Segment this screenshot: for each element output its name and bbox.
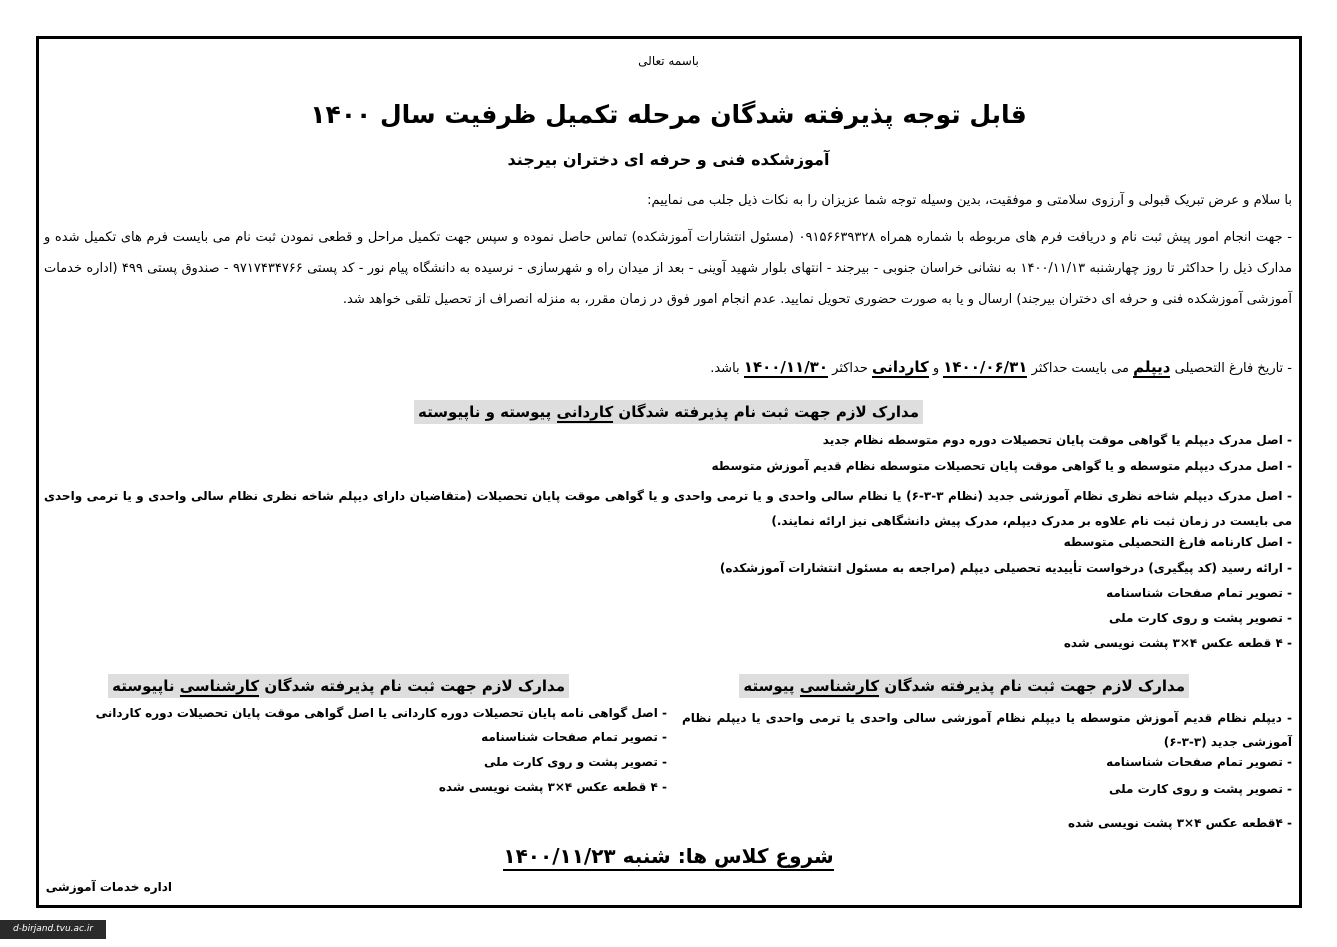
kardani-item-8: - ۴ قطعه عکس ۴×۳ پشت نویسی شده [1063, 636, 1292, 650]
graduation-text-4: حداکثر [832, 361, 868, 376]
kn-item-1: - اصل گواهی نامه پایان تحصیلات دوره کاردانی یا اصل گواهی موقت پایان تحصیلات دوره کاردانی [95, 706, 667, 720]
kardani-item-6: - تصویر تمام صفحات شناسنامه [1106, 586, 1292, 600]
karshenasi-napeyvaste-heading [108, 676, 569, 695]
kardani-item-5: - ارائه رسید (کد پیگیری) درخواست تأییدیه تحصیلی دیپلم (مراجعه به مسئول انتشارات آموزشکده) [719, 561, 1292, 575]
classes-start [0, 844, 1337, 868]
site-watermark: d-birjand.tvu.ac.ir [0, 920, 106, 939]
kp-item-4: - ۴قطعه عکس ۴×۳ پشت نویسی شده [1068, 816, 1292, 830]
kardani-deadline: ۱۴۰۰/۱۱/۳۰ [743, 358, 828, 376]
kp-heading-word: کارشناسی [799, 677, 880, 695]
instructions-paragraph: - جهت انجام امور پیش ثبت نام و دریافت فرم های مربوطه با شماره همراه ۰۹۱۵۶۶۳۹۳۲۸ (مسئول انتشارات آموزشکده) تماس حاصل نموده و سپس جهت تکمیل مراحل و قطعی نمودن ثبت نام می بایست فرم های تکمیل شده و مدارک ذیل را حداکثر تا روز چهارشنبه ۱۴۰۰/۱۱/۱۳ به نشانی خراسان جنوبی - بیرجند - انتهای بلوار شهید آوینی - بعد از میدان راه و شهرسازی - نرسیده به دانشگاه پیام نور - کد پستی ۹۷۱۷۴۳۴۷۶۶ - صندوق پستی ۴۹۹ (اداره خدمات آموزشی آموزشکده فنی و حرفه ای دختران بیرجند) ارسال و یا به صورت حضوری تحویل نمایید. عدم انجام امور فوق در زمان مقرر، به منزله انصراف از تحصیل تلقی خواهد شد. [44, 230, 1293, 307]
kn-heading-word: کارشناسی [179, 677, 260, 695]
kardani-item-3: - اصل مدرک دیپلم شاخه نظری نظام آموزشی جدید (نظام ۳-۳-۶) یا نظام سالی واحدی و یا ترمی واحدی و یا گواهی موقت پایان تحصیلات (متقاضیان دارای دیپلم شاخه نظری نظام سالی واحدی و یا ترمی واحدی می بایست در زمان ثبت نام علاوه بر مدرک دیپلم، مدرک پیش دانشگاهی نیز ارائه نمایند.) [44, 489, 1292, 528]
kardani-item-4: - اصل کارنامه فارغ التحصیلی متوسطه [1063, 535, 1292, 549]
kardani-heading-word: کاردانی [556, 403, 614, 421]
kn-item-4: - ۴ قطعه عکس ۴×۳ پشت نویسی شده [438, 780, 667, 794]
kardani-word: کاردانی [872, 358, 929, 376]
kardani-heading [0, 402, 1337, 421]
kardani-item-1: - اصل مدرک دیپلم یا گواهی موقت پایان تحصیلات دوره دوم متوسطه نظام جدید [822, 433, 1292, 447]
kp-item-1: - دیپلم نظام قدیم آموزش متوسطه یا دیپلم نظام آموزشی سالی واحدی یا ترمی واحدی یا دیپلم نظام آموزشی جدید (۳-۳-۶) [682, 711, 1292, 749]
kn-heading-pre: مدارک لازم جهت ثبت نام پذیرفته شدگان [264, 677, 565, 695]
greeting: با سلام و عرض تبریک قبولی و آرزوی سلامتی و موفقیت، بدین وسیله توجه شما عزیزان را به نکات ذیل جلب می نماییم: [647, 193, 1292, 208]
diploma-deadline: ۱۴۰۰/۰۶/۳۱ [943, 358, 1028, 376]
kardani-heading-post: پیوسته و ناپیوسته [418, 403, 552, 421]
diploma-word: دیپلم [1133, 358, 1171, 376]
karshenasi-peyvaste-heading [739, 676, 1189, 695]
kn-item-3: - تصویر پشت و روی کارت ملی [483, 755, 667, 769]
office-signature: اداره خدمات آموزشی [45, 880, 172, 894]
page-title: قابل توجه پذیرفته شدگان مرحله تکمیل ظرفیت سال ۱۴۰۰ [310, 100, 1027, 129]
kardani-heading-pre: مدارک لازم جهت ثبت نام پذیرفته شدگان [618, 403, 919, 421]
graduation-text-5: باشد. [710, 361, 740, 376]
kardani-item-2: - اصل مدرک دیپلم متوسطه و یا گواهی موقت پایان تحصیلات متوسطه نظام قدیم آموزش متوسطه [711, 459, 1292, 473]
graduation-text-1: - تاریخ فارغ التحصیلی [1174, 361, 1292, 376]
kn-item-2: - تصویر تمام صفحات شناسنامه [481, 730, 667, 744]
graduation-text-3: و [932, 361, 940, 376]
kardani-item-7: - تصویر پشت و روی کارت ملی [1108, 611, 1292, 625]
graduation-line [710, 358, 1292, 376]
kn-heading-post: ناپیوسته [112, 677, 175, 695]
invocation: باسمه تعالی [638, 54, 699, 68]
kp-heading-pre: مدارک لازم جهت ثبت نام پذیرفته شدگان [884, 677, 1185, 695]
kp-heading-post: پیوسته [743, 677, 795, 695]
page-subtitle: آموزشکده فنی و حرفه ای دختران بیرجند [507, 150, 830, 169]
kp-item-2: - تصویر تمام صفحات شناسنامه [1106, 755, 1292, 769]
graduation-text-2: می بایست حداکثر [1031, 361, 1129, 376]
classes-start-text: شروع کلاس ها: شنبه ۱۴۰۰/۱۱/۲۳ [503, 844, 833, 871]
kp-item-3: - تصویر پشت و روی کارت ملی [1108, 782, 1292, 796]
